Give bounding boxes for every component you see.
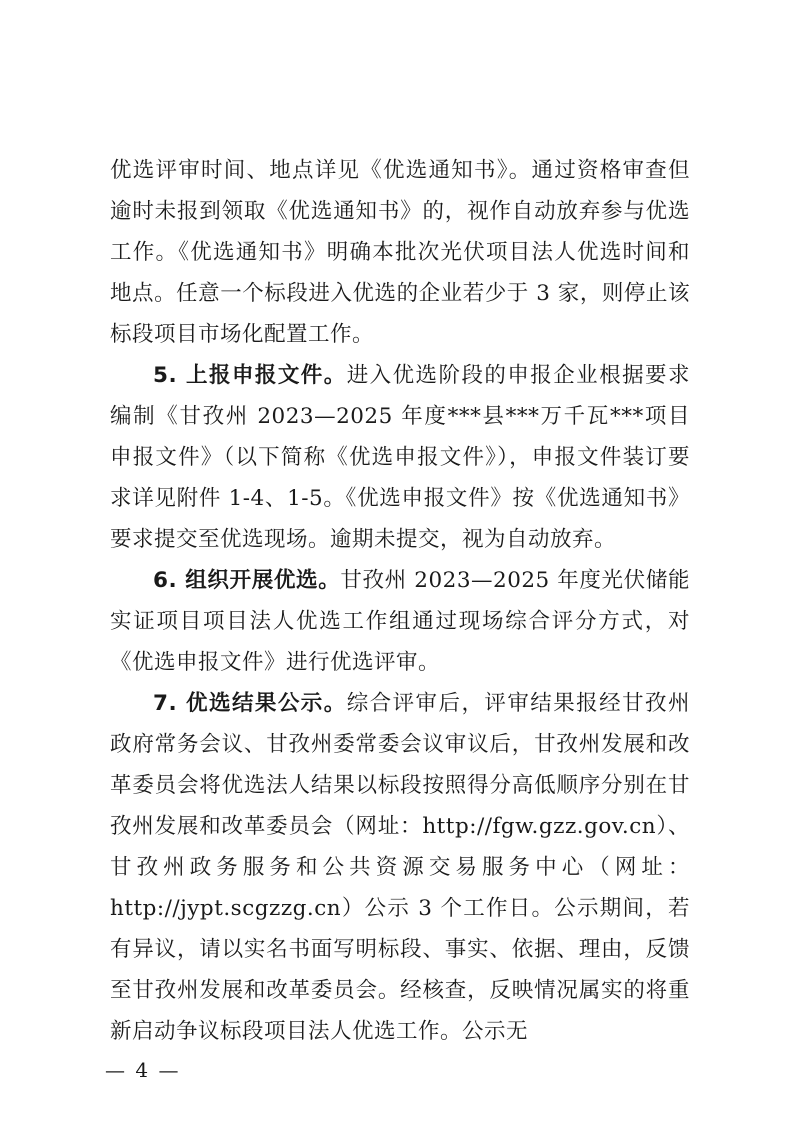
- paragraph-text: 进入优选阶段的申报企业根据要求编制《甘孜州 2023—2025 年度***县***万千瓦***项目申报文件》（以下简称《优选申报文件》），申报文件装订要求详见附件 1-4、1-5。《优选申报文件》按《优选通知书》要求提交至优选现场。逾期未提交，视为自动放弃。: [110, 363, 690, 552]
- paragraph-submit-documents: [110, 355, 690, 560]
- paragraph-text: 优选评审时间、地点详见《优选通知书》。通过资格审查但逾时未报到领取《优选通知书》的，视作自动放弃参与优选工作。《优选通知书》明确本批次光伏项目法人优选时间和地点。任意一个标段进入优选的企业若少于 3 家，则停止该标段项目市场化配置工作。: [110, 158, 690, 347]
- paragraph-text: 甘孜州 2023—2025 年度光伏储能实证项目项目法人优选工作组通过现场综合评分方式，对《优选申报文件》进行优选评审。: [110, 568, 690, 675]
- paragraph-text: 综合评审后，评审结果报经甘孜州政府常务会议、甘孜州委常委会议审议后，甘孜州发展和改革委员会将优选法人结果以标段按照得分高低顺序分别在甘孜州发展和改革委员会（网址：http://fgw.gzz.gov.cn）、甘孜州政务服务和公共资源交易服务中心（网址：http://jypt.scgzzg.cn）公示 3 个工作日。公示期间，若有异议，请以实名书面写明标段、事实、依据、理由，反馈至甘孜州发展和改革委员会。经核查，反映情况属实的将重新启动争议标段项目法人优选工作。公示无: [110, 691, 690, 1044]
- section-heading-organize-selection: 6. 组织开展优选。: [153, 568, 341, 593]
- section-heading-result-publicity: 7. 优选结果公示。: [153, 691, 347, 716]
- paragraph-selection-notice: [110, 150, 690, 355]
- paragraph-organize-selection: [110, 560, 690, 683]
- section-heading-submit-documents: 5. 上报申报文件。: [153, 363, 347, 388]
- page-number: — 4 —: [105, 1058, 181, 1082]
- paragraph-result-publicity: [110, 683, 690, 1052]
- document-body: [110, 150, 690, 1052]
